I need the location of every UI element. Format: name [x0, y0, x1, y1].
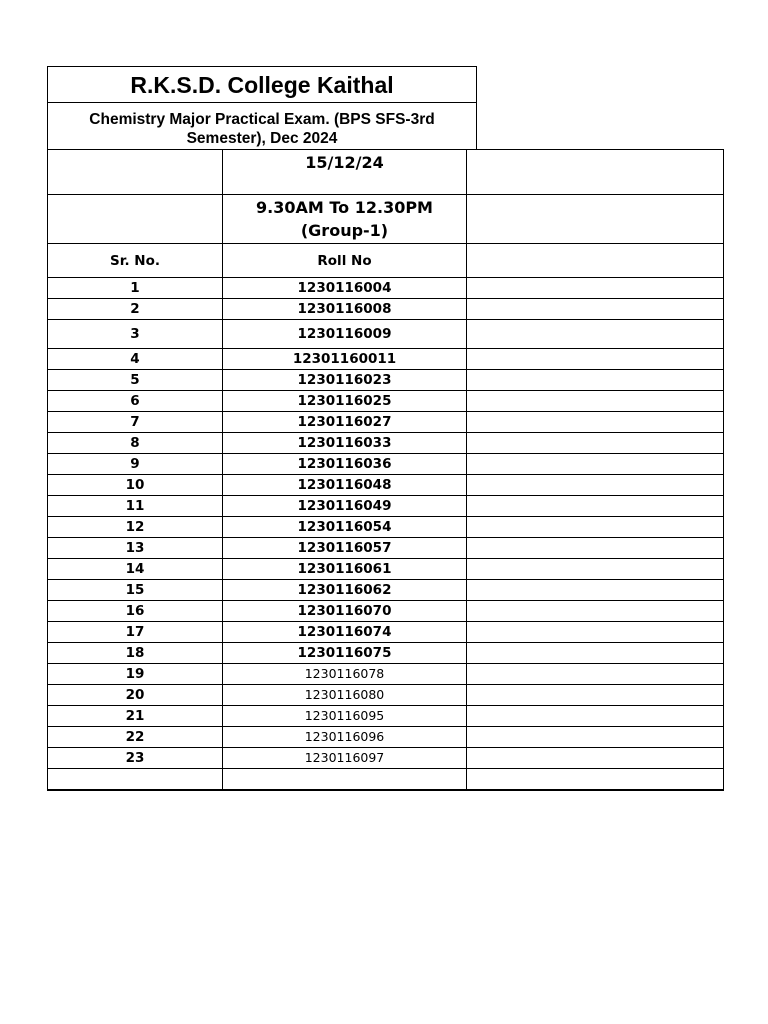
sr-no-cell: 10: [48, 475, 223, 496]
roll-no-header: Roll No: [223, 244, 467, 278]
table-row: [48, 496, 724, 517]
roll-no-cell: 1230116054: [223, 517, 467, 538]
empty-cell: [467, 706, 724, 727]
empty-cell: [467, 601, 724, 622]
roll-no-cell: 1230116004: [223, 278, 467, 299]
table-row: [48, 748, 724, 769]
roll-no-cell: 1230116078: [223, 664, 467, 685]
table-row: [48, 370, 724, 391]
roll-no-cell: 1230116074: [223, 622, 467, 643]
table-row: [48, 454, 724, 475]
roll-no-cell: 1230116025: [223, 391, 467, 412]
empty-cell: [467, 685, 724, 706]
sr-no-cell: 1: [48, 278, 223, 299]
sr-no-cell: 5: [48, 370, 223, 391]
roll-no-cell: 1230116049: [223, 496, 467, 517]
sr-no-cell: 7: [48, 412, 223, 433]
sr-no-cell: 2: [48, 299, 223, 320]
table-row: [48, 706, 724, 727]
exam-group: (Group-1): [300, 221, 389, 240]
sr-no-cell: 8: [48, 433, 223, 454]
roll-no-cell: 1230116097: [223, 748, 467, 769]
exam-date: 15/12/24: [223, 150, 467, 195]
sr-no-cell: 4: [48, 349, 223, 370]
sr-no-cell: 6: [48, 391, 223, 412]
sr-no-header: Sr. No.: [48, 244, 223, 278]
roll-no-cell: 1230116023: [223, 370, 467, 391]
roll-no-cell: 1230116070: [223, 601, 467, 622]
empty-cell: [467, 433, 724, 454]
roll-no-cell: 1230116062: [223, 580, 467, 601]
sr-no-cell: 11: [48, 496, 223, 517]
roll-no-cell: 1230116095: [223, 706, 467, 727]
empty-cell: [48, 150, 223, 195]
table-row: [48, 601, 724, 622]
table-row: [48, 727, 724, 748]
roll-no-cell: 1230116008: [223, 299, 467, 320]
empty-cell: [467, 278, 724, 299]
exam-title-line-1: Chemistry Major Practical Exam. (BPS SFS-3rd: [89, 111, 435, 128]
sr-no-cell: 17: [48, 622, 223, 643]
empty-cell: [467, 559, 724, 580]
sr-no-cell: 18: [48, 643, 223, 664]
date-row: [48, 150, 724, 195]
table-row: [48, 643, 724, 664]
roll-table: [47, 149, 724, 791]
table-row: [48, 559, 724, 580]
table-row: [48, 349, 724, 370]
empty-cell: [467, 370, 724, 391]
table-row: [48, 278, 724, 299]
roll-no-cell: 1230116096: [223, 727, 467, 748]
empty-cell: [467, 299, 724, 320]
sr-no-cell: 20: [48, 685, 223, 706]
empty-cell: [467, 195, 724, 244]
table-row: [48, 664, 724, 685]
title-box: [47, 66, 477, 149]
empty-cell: [467, 349, 724, 370]
empty-cell: [467, 391, 724, 412]
empty-cell: [467, 580, 724, 601]
empty-cell: [467, 150, 724, 195]
sr-no-cell: 21: [48, 706, 223, 727]
empty-cell: [467, 538, 724, 559]
exam-title: [48, 103, 476, 148]
sr-no-cell: 12: [48, 517, 223, 538]
empty-cell: [467, 320, 724, 349]
sr-no-cell: 9: [48, 454, 223, 475]
table-row: [48, 475, 724, 496]
sr-no-cell: 13: [48, 538, 223, 559]
table-row: [48, 320, 724, 349]
exam-time: 9.30AM To 12.30PM: [256, 198, 433, 217]
table-row: [48, 412, 724, 433]
column-header-row: [48, 244, 724, 278]
empty-header-cell: [467, 244, 724, 278]
roll-no-cell: 1230116080: [223, 685, 467, 706]
exam-title-line-2: Semester), Dec 2024: [186, 130, 338, 147]
roll-no-cell: 1230116061: [223, 559, 467, 580]
roll-no-cell: 1230116027: [223, 412, 467, 433]
empty-cell: [467, 412, 724, 433]
empty-cell: [467, 769, 724, 791]
roll-no-cell: 1230116009: [223, 320, 467, 349]
college-name: R.K.S.D. College Kaithal: [48, 67, 476, 103]
empty-cell: [467, 496, 724, 517]
sr-no-cell: 22: [48, 727, 223, 748]
table-row: [48, 391, 724, 412]
table-row: [48, 538, 724, 559]
sr-no-cell: 23: [48, 748, 223, 769]
empty-cell: [467, 454, 724, 475]
empty-cell: [48, 195, 223, 244]
table-row: [48, 622, 724, 643]
table-row: [48, 685, 724, 706]
time-row: [48, 195, 724, 244]
sr-no-cell: 3: [48, 320, 223, 349]
sr-no-cell: 19: [48, 664, 223, 685]
empty-cell: [467, 643, 724, 664]
blank-row: [48, 769, 724, 791]
roll-no-cell: 12301160011: [223, 349, 467, 370]
table-row: [48, 433, 724, 454]
empty-cell: [467, 664, 724, 685]
empty-cell: [48, 769, 223, 791]
table-row: [48, 517, 724, 538]
empty-cell: [467, 727, 724, 748]
sr-no-cell: 15: [48, 580, 223, 601]
roll-no-cell: 1230116057: [223, 538, 467, 559]
roll-no-cell: 1230116036: [223, 454, 467, 475]
roll-no-cell: 1230116048: [223, 475, 467, 496]
empty-cell: [467, 748, 724, 769]
exam-time-cell: [223, 195, 467, 244]
roll-no-cell: 1230116033: [223, 433, 467, 454]
sr-no-cell: 14: [48, 559, 223, 580]
table-row: [48, 299, 724, 320]
empty-cell: [467, 475, 724, 496]
empty-cell: [467, 622, 724, 643]
table-row: [48, 580, 724, 601]
empty-cell: [467, 517, 724, 538]
empty-cell: [223, 769, 467, 791]
sr-no-cell: 16: [48, 601, 223, 622]
roll-no-cell: 1230116075: [223, 643, 467, 664]
